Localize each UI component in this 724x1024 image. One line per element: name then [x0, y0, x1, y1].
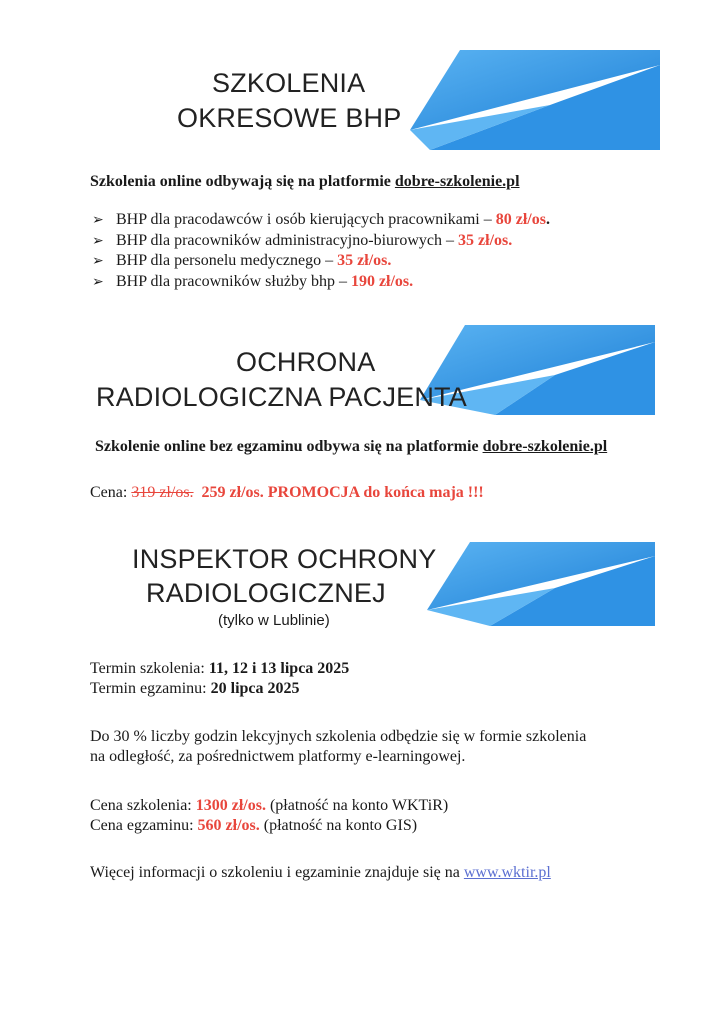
bullet-suffix: . [545, 211, 550, 228]
section2-price [90, 483, 484, 503]
bullet-price: 35 zł/os. [458, 231, 513, 249]
arrow-bullet-icon: ➢ [92, 254, 104, 269]
price-exam-note: (płatność na konto GIS) [259, 817, 418, 834]
section2-title-line2: RADIOLOGICZNA PACJENTA [96, 382, 467, 412]
term-exam-value: 20 lipca 2025 [210, 680, 300, 697]
price-training-label: Cena szkolenia: [90, 797, 196, 814]
price-exam-value: 560 zł/os. [197, 817, 260, 834]
section3-title-line2: RADIOLOGICZNEJ [146, 578, 386, 608]
bullet-price: 80 zł/os [495, 211, 546, 228]
price-exam-label: Cena egzaminu: [90, 817, 198, 834]
bullet-price: 190 zł/os. [350, 272, 414, 290]
promo-price: 259 zł/os. PROMOCJA do końca maja !!! [201, 484, 484, 501]
section1-intro-text: Szkolenia online odbywają się na platformie [90, 173, 395, 190]
more-info-text: Więcej informacji o szkoleniu i egzaminie znajduje się na [90, 864, 464, 881]
more-info [90, 863, 551, 883]
list-item [92, 272, 550, 293]
arrow-bullet-icon: ➢ [92, 274, 104, 290]
list-item [92, 210, 550, 231]
old-price: 319 zł/os. [131, 484, 194, 501]
section2-title-line1: OCHRONA [236, 347, 376, 377]
price-training [90, 796, 448, 816]
section1-intro [90, 172, 520, 192]
info-line-1: Do 30 % liczby godzin lekcyjnych szkolenia odbędzie się w formie szkolenia [90, 728, 587, 745]
term-exam-label: Termin egzaminu: [90, 680, 211, 697]
section2-intro [95, 437, 607, 457]
bullet-price: 35 zł/os. [337, 252, 392, 269]
section1-title-line1: SZKOLENIA [212, 68, 366, 98]
bullet-text: BHP dla pracowników administracyjno-biurowych – [116, 231, 459, 249]
blue-graphic-1 [390, 45, 665, 155]
price-label: Cena: [90, 484, 132, 501]
section2-intro-text: Szkolenie online bez egzaminu odbywa się na platformie [95, 438, 483, 455]
list-item [92, 231, 550, 252]
price-training-note: (płatność na konto WKTiR) [265, 797, 449, 814]
arrow-bullet-icon: ➢ [92, 213, 104, 228]
arrow-bullet-icon: ➢ [92, 233, 104, 249]
blue-graphic-3 [415, 538, 660, 630]
section2-platform-link[interactable]: dobre-szkolenie.pl [482, 438, 608, 455]
term-training-value: 11, 12 i 13 lipca 2025 [208, 660, 350, 677]
list-item [92, 251, 550, 272]
price-training-value: 1300 zł/os. [195, 797, 266, 814]
bullet-text: BHP dla pracowników służby bhp – [116, 272, 351, 290]
wktir-link[interactable]: www.wktir.pl [463, 864, 551, 881]
info-line-2: na odległość, za pośrednictwem platformy e-learningowej. [90, 748, 466, 765]
section1-platform-link[interactable]: dobre-szkolenie.pl [394, 173, 520, 190]
bullet-text: BHP dla personelu medycznego – [116, 252, 338, 269]
term-training-label: Termin szkolenia: [90, 660, 209, 677]
section1-title-line2: OKRESOWE BHP [177, 103, 402, 133]
term-training [90, 659, 349, 679]
term-exam [90, 679, 300, 699]
section3-subtitle: (tylko w Lublinie) [218, 612, 330, 629]
price-exam [90, 816, 417, 836]
bullet-text: BHP dla pracodawców i osób kierujących pracownikami – [116, 211, 496, 228]
section1-bullet-list [92, 210, 550, 292]
section3-title-line1: INSPEKTOR OCHRONY [132, 544, 437, 574]
